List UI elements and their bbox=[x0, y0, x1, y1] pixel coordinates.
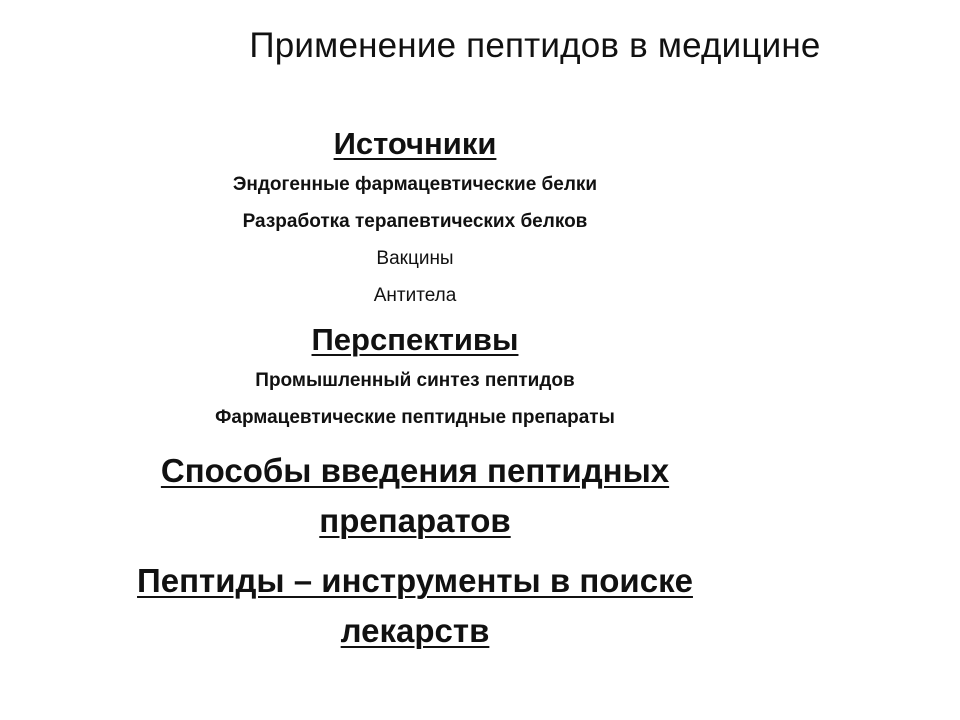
list-item: Антитела bbox=[373, 285, 457, 306]
slide-title: Применение пептидов в медицине bbox=[249, 26, 821, 65]
list-item: Эндогенные фармацевтические белки bbox=[232, 174, 598, 195]
section-heading-drug-discovery-cont: лекарств bbox=[340, 612, 490, 649]
section-heading-sources: Источники bbox=[333, 126, 497, 161]
list-item: Вакцины bbox=[376, 248, 454, 269]
list-item: Фармацевтические пептидные препараты bbox=[215, 407, 615, 428]
section-heading-drug-discovery: Пептиды – инструменты в поиске bbox=[137, 562, 693, 599]
list-item: Промышленный синтез пептидов bbox=[255, 370, 575, 391]
section-heading-perspectives: Перспективы bbox=[311, 322, 519, 357]
list-item: Разработка терапевтических белков bbox=[242, 211, 588, 232]
slide-body bbox=[0, 122, 830, 656]
section-heading-administration: Способы введения пептидных bbox=[160, 452, 670, 489]
section-heading-administration-cont: препаратов bbox=[319, 502, 511, 539]
